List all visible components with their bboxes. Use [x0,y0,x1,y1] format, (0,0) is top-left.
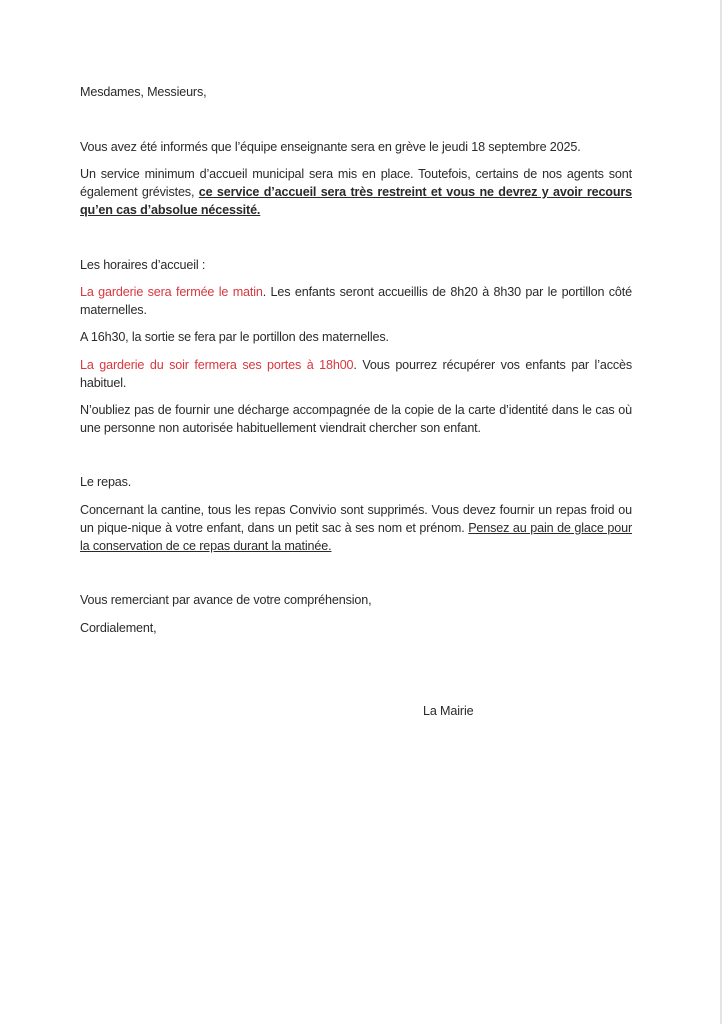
evening-closure-notice: La garderie du soir fermera ses portes à 18h00 [80,358,354,372]
meal-paragraph [80,501,632,555]
evening-paragraph [80,356,632,392]
closing-line: Cordialement, [80,621,157,635]
minimum-service-text: Un service minimum d’accueil municipal sera mis en place. Toutefois, certains de nos agents sont également grévistes, [80,167,632,199]
morning-paragraph [80,283,632,319]
minimum-service-emphasis: ce service d’accueil sera très restreint et vous ne devrez y avoir recours qu’en cas d’absolue nécessité. [80,185,632,217]
thanks-line: Vous remerciant par avance de votre compréhension, [80,593,372,607]
authorization-paragraph: N’oubliez pas de fournir une décharge accompagnée de la copie de la carte d’identité dans le cas où une personne non autorisée habituellement viendrait chercher son enfant. [80,403,632,435]
afternoon-exit-paragraph: A 16h30, la sortie se fera par le portillon des maternelles. [80,330,389,344]
minimum-service-paragraph [80,165,632,219]
hours-heading: Les horaires d’accueil : [80,258,206,272]
meal-text: Concernant la cantine, tous les repas Convivio sont supprimés. Vous devez fournir un repas froid ou un pique-nique à votre enfant, dans un petit sac à ses nom et prénom. [80,503,632,535]
morning-details: . Les enfants seront accueillis de 8h20 à 8h30 par le portillon côté maternelles. [80,285,632,317]
greeting: Mesdames, Messieurs, [80,85,207,99]
evening-details: . Vous pourrez récupérer vos enfants par l’accès habituel. [80,358,632,390]
strike-announcement: Vous avez été informés que l’équipe enseignante sera en grève le jeudi 18 septembre 2025. [80,140,581,154]
meal-heading: Le repas. [80,475,132,489]
morning-closure-notice: La garderie sera fermée le matin [80,285,263,299]
meal-ice-pack-note: Pensez au pain de glace pour la conservation de ce repas durant la matinée. [80,521,632,553]
signature: La Mairie [423,704,474,718]
